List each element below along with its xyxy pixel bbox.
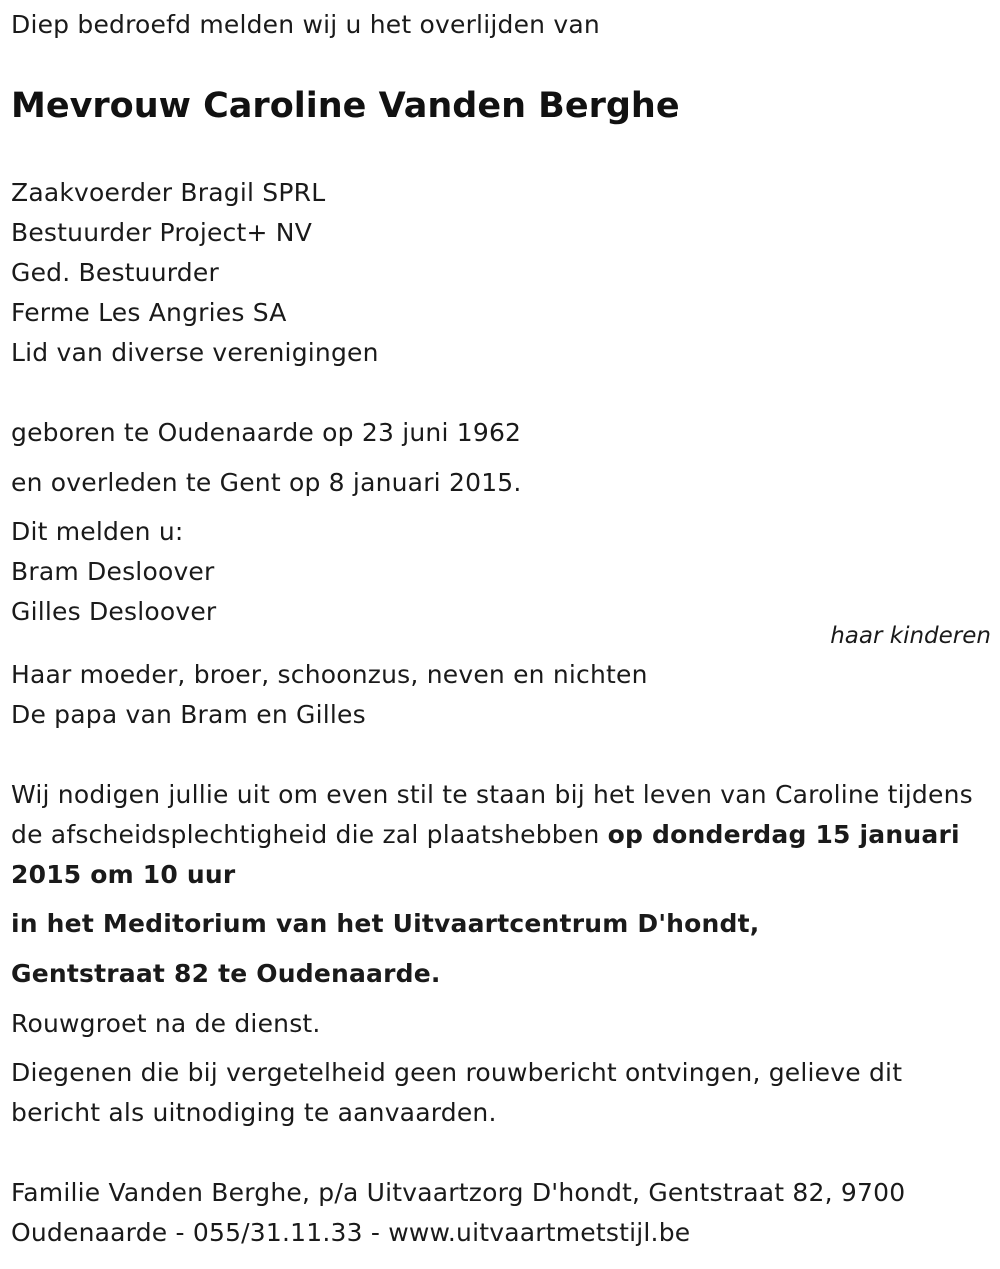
family-line: De papa van Bram en Gilles bbox=[11, 700, 366, 729]
role-item: Ged. Bestuurder bbox=[11, 258, 219, 287]
ceremony-date: op donderdag 15 januari 2015 om 10 uur bbox=[11, 820, 960, 889]
ceremony-address: Gentstraat 82 te Oudenaarde. bbox=[11, 959, 441, 988]
child-name: Bram Desloover bbox=[11, 557, 215, 586]
deceased-name: Mevrouw Caroline Vanden Berghe bbox=[11, 86, 680, 126]
contact-info: Familie Vanden Berghe, p/a Uitvaartzorg D'hondt, Gentstraat 82, 9700 Oudenaarde - 055/31.11.33 - www.uitvaartmetstijl.be bbox=[11, 1178, 906, 1247]
after-service-note: Rouwgroet na de dienst. bbox=[11, 1009, 321, 1038]
role-item: Lid van diverse verenigingen bbox=[11, 338, 379, 367]
invitation-note: Diegenen die bij vergetelheid geen rouwbericht ontvingen, gelieve dit bericht als uitnodiging te aanvaarden. bbox=[11, 1058, 903, 1127]
child-name: Gilles Desloover bbox=[11, 597, 217, 626]
death-info: en overleden te Gent op 8 januari 2015. bbox=[11, 468, 522, 497]
role-item: Ferme Les Angries SA bbox=[11, 298, 287, 327]
birth-info: geboren te Oudenaarde op 23 juni 1962 bbox=[11, 418, 522, 447]
invitation-text: Wij nodigen jullie uit om even stil te staan bij het leven van Caroline tijdens de afscheidsplechtigheid die zal plaatshebben bbox=[11, 780, 973, 849]
ceremony-location: in het Meditorium van het Uitvaartcentrum D'hondt, bbox=[11, 909, 760, 938]
announcers-intro: Dit melden u: bbox=[11, 517, 184, 546]
role-item: Bestuurder Project+ NV bbox=[11, 218, 312, 247]
intro-text: Diep bedroefd melden wij u het overlijden van bbox=[11, 10, 600, 39]
role-item: Zaakvoerder Bragil SPRL bbox=[11, 178, 326, 207]
family-line: Haar moeder, broer, schoonzus, neven en nichten bbox=[11, 660, 648, 689]
invitation-paragraph bbox=[11, 775, 981, 895]
children-label: haar kinderen bbox=[830, 623, 991, 649]
